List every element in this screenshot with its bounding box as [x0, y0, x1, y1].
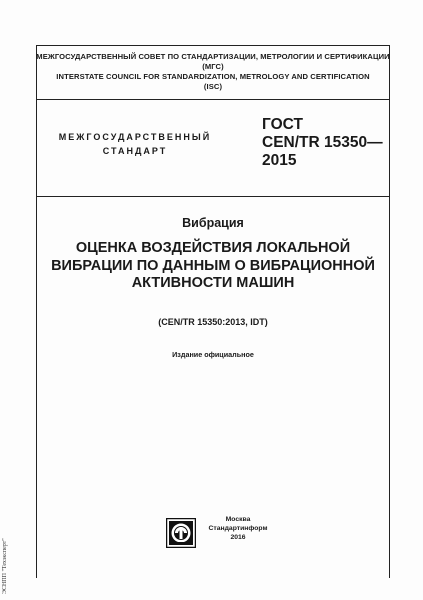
designation-line2: CEN/TR 15350— — [262, 134, 383, 151]
standard-type-line2: СТАНДАРТ — [102, 146, 168, 156]
publisher-block — [198, 516, 278, 542]
standartinform-logo-icon — [166, 518, 196, 548]
council-header — [36, 52, 390, 92]
header-divider — [36, 99, 390, 100]
standard-type-line1: МЕЖГОСУДАРСТВЕННЫЙ — [58, 132, 212, 142]
title-line1: ОЦЕНКА ВОЗДЕЙСТВИЯ ЛОКАЛЬНОЙ — [75, 240, 351, 256]
designation-line1: ГОСТ — [262, 116, 303, 133]
council-name-en: INTERSTATE COUNCIL FOR STANDARDIZATION, METROLOGY AND CERTIFICATION — [56, 72, 370, 81]
publisher-name: Стандартинформ — [208, 524, 268, 532]
equivalence-note: (CEN/TR 15350:2013, IDT) — [158, 317, 268, 327]
edition-note: Издание официальное — [172, 350, 254, 359]
designation-divider — [36, 196, 390, 197]
publisher-year: 2016 — [230, 533, 246, 541]
title-line3: АКТИВНОСТИ МАШИН — [131, 275, 295, 291]
publisher-city: Москва — [225, 516, 251, 523]
standard-type-label — [42, 130, 228, 158]
side-stamp: ЭСНПП "Техэксперт" — [2, 538, 8, 594]
document-title — [36, 240, 390, 293]
council-abbr-en: (ISC) — [203, 82, 223, 91]
council-abbr-ru: (МГС) — [202, 62, 224, 71]
title-line2: ВИБРАЦИИ ПО ДАННЫМ О ВИБРАЦИОННОЙ — [51, 257, 375, 274]
council-name-ru: МЕЖГОСУДАРСТВЕННЫЙ СОВЕТ ПО СТАНДАРТИЗАЦИИ, МЕТРОЛОГИИ И СЕРТИФИКАЦИИ — [36, 52, 390, 61]
designation-line3: 2015 — [262, 152, 297, 169]
standard-designation — [262, 116, 392, 170]
document-topic: Вибрация — [182, 216, 244, 230]
